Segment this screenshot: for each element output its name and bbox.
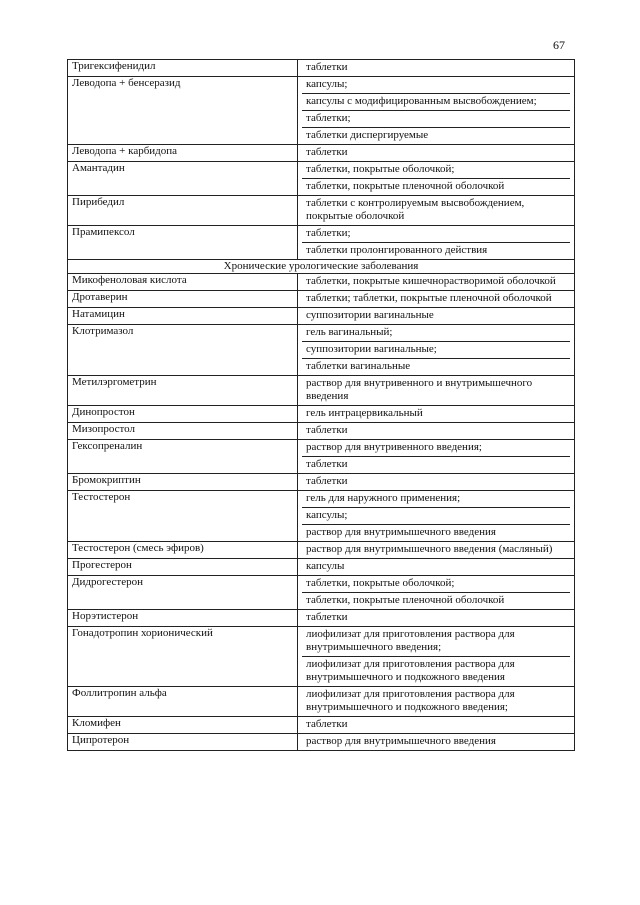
dosage-form: таблетки (306, 61, 348, 73)
drug-name: Натамицин (68, 308, 298, 325)
table-row (68, 440, 575, 474)
dosage-form: таблетки, покрытые пленочной оболочкой (302, 592, 570, 609)
drug-name: Ципротерон (68, 734, 298, 751)
table-row (68, 291, 575, 308)
dosage-forms (298, 474, 575, 491)
drug-name: Фоллитропин альфа (68, 687, 298, 717)
dosage-form: таблетки с контролируемым высвобождением, покрытые оболочкой (306, 197, 525, 222)
drug-name: Бромокриптин (68, 474, 298, 491)
dosage-forms (298, 308, 575, 325)
dosage-forms (298, 717, 575, 734)
dosage-forms (298, 406, 575, 423)
drug-name: Тригексифенидил (68, 60, 298, 77)
dosage-form: таблетки (306, 611, 348, 623)
dosage-form: таблетки (306, 424, 348, 436)
drug-name: Леводопа + карбидопа (68, 145, 298, 162)
table-row (68, 226, 575, 260)
dosage-forms (298, 162, 575, 196)
drug-name: Леводопа + бенсеразид (68, 77, 298, 145)
dosage-form: таблетки; таблетки, покрытые пленочной оболочкой (306, 292, 552, 304)
dosage-form: гель вагинальный; (306, 326, 393, 338)
dosage-form: таблетки; (306, 227, 351, 239)
dosage-form: раствор для внутривенного и внутримышечного введения (306, 377, 533, 402)
dosage-forms (298, 559, 575, 576)
drug-name: Метилэргометрин (68, 376, 298, 406)
dosage-form: суппозитории вагинальные; (302, 341, 570, 358)
dosage-form: раствор для внутримышечного введения (масляный) (306, 543, 553, 555)
section-row (68, 260, 575, 274)
drug-name: Гонадотропин хорионический (68, 627, 298, 687)
dosage-form: таблетки вагинальные (302, 358, 570, 375)
drug-name: Прогестерон (68, 559, 298, 576)
table-row (68, 196, 575, 226)
dosage-form: раствор для внутримышечного введения (306, 735, 496, 747)
drug-name: Тестостерон (68, 491, 298, 542)
drug-name: Кломифен (68, 717, 298, 734)
dosage-forms (298, 576, 575, 610)
table-row (68, 162, 575, 196)
table-row (68, 491, 575, 542)
dosage-forms (298, 325, 575, 376)
table-row (68, 687, 575, 717)
dosage-form: таблетки (306, 475, 348, 487)
table-row (68, 423, 575, 440)
table-row (68, 717, 575, 734)
section-title: Хронические урологические заболевания (68, 260, 575, 274)
dosage-form: лиофилизат для приготовления раствора для внутримышечного и подкожного введения; (306, 688, 515, 713)
dosage-forms (298, 274, 575, 291)
dosage-form: таблетки; (302, 110, 570, 127)
dosage-form: таблетки, покрытые кишечнорастворимой оболочкой (306, 275, 556, 287)
drug-name: Гексопреналин (68, 440, 298, 474)
dosage-form: лиофилизат для приготовления раствора для внутримышечного и подкожного введения (302, 656, 570, 686)
table-row (68, 734, 575, 751)
table-row (68, 325, 575, 376)
drug-name: Клотримазол (68, 325, 298, 376)
dosage-forms (298, 627, 575, 687)
drug-name: Амантадин (68, 162, 298, 196)
dosage-forms (298, 491, 575, 542)
dosage-form: гель интрацервикальный (306, 407, 423, 419)
drug-table (67, 59, 575, 751)
dosage-form: таблетки, покрытые пленочной оболочкой (302, 178, 570, 195)
table-row (68, 274, 575, 291)
table-row (68, 145, 575, 162)
table-row (68, 559, 575, 576)
dosage-forms (298, 687, 575, 717)
drug-name: Прамипексол (68, 226, 298, 260)
table-row (68, 77, 575, 145)
dosage-form: раствор для внутривенного введения; (306, 441, 482, 453)
dosage-forms (298, 196, 575, 226)
table-row (68, 60, 575, 77)
drug-name: Мизопростол (68, 423, 298, 440)
dosage-form: таблетки, покрытые оболочкой; (306, 163, 455, 175)
dosage-form: гель для наружного применения; (306, 492, 461, 504)
dosage-form: капсулы; (302, 507, 570, 524)
dosage-forms (298, 77, 575, 145)
dosage-forms (298, 145, 575, 162)
page-number: 67 (553, 38, 565, 52)
dosage-form: таблетки (306, 146, 348, 158)
dosage-forms (298, 440, 575, 474)
table-row (68, 627, 575, 687)
table-row (68, 406, 575, 423)
dosage-form: раствор для внутримышечного введения (302, 524, 570, 541)
dosage-form: капсулы (306, 560, 345, 572)
dosage-form: лиофилизат для приготовления раствора для внутримышечного введения; (306, 628, 515, 653)
dosage-forms (298, 610, 575, 627)
dosage-form: таблетки, покрытые оболочкой; (306, 577, 455, 589)
dosage-forms (298, 376, 575, 406)
table-row (68, 376, 575, 406)
drug-name: Дидрогестерон (68, 576, 298, 610)
dosage-form: капсулы с модифицированным высвобождением; (302, 93, 570, 110)
dosage-form: таблетки (306, 718, 348, 730)
dosage-form: таблетки пролонгированного действия (302, 242, 570, 259)
drug-table-body (68, 60, 575, 751)
dosage-forms (298, 734, 575, 751)
dosage-forms (298, 226, 575, 260)
dosage-forms (298, 542, 575, 559)
table-row (68, 474, 575, 491)
table-row (68, 576, 575, 610)
drug-name: Пирибедил (68, 196, 298, 226)
dosage-form: суппозитории вагинальные (306, 309, 434, 321)
dosage-forms (298, 60, 575, 77)
drug-name: Дротаверин (68, 291, 298, 308)
table-row (68, 308, 575, 325)
dosage-forms (298, 423, 575, 440)
dosage-form: таблетки диспергируемые (302, 127, 570, 144)
dosage-form: капсулы; (306, 78, 348, 90)
dosage-form: таблетки (302, 456, 570, 473)
drug-name: Тестостерон (смесь эфиров) (68, 542, 298, 559)
drug-name: Норэтистерон (68, 610, 298, 627)
dosage-forms (298, 291, 575, 308)
drug-name: Динопростон (68, 406, 298, 423)
table-row (68, 610, 575, 627)
drug-name: Микофеноловая кислота (68, 274, 298, 291)
table-row (68, 542, 575, 559)
